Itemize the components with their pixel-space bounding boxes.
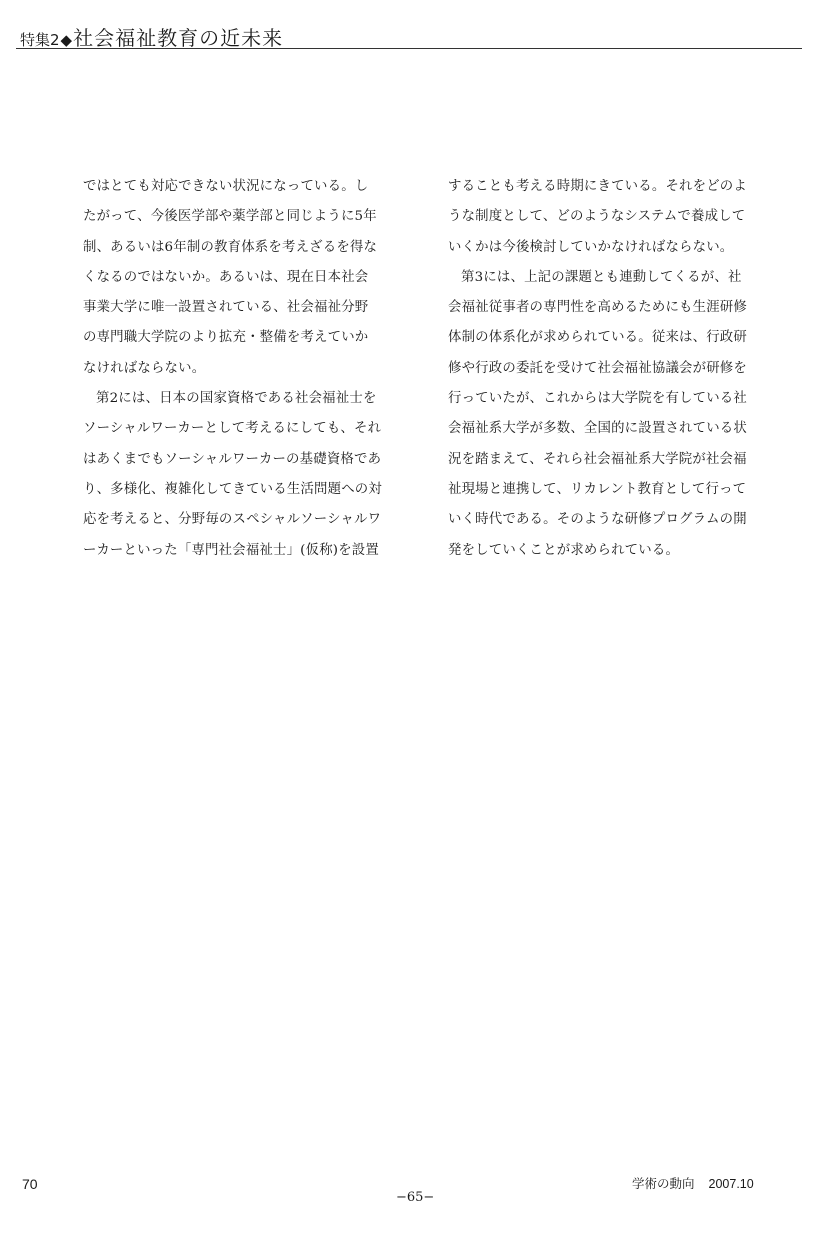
journal-name: 学術の動向	[632, 1176, 695, 1191]
folio-number: −65−	[396, 1190, 435, 1205]
text-line: くなるのではないか。あるいは、現在日本社会	[83, 269, 369, 285]
text-line: ソーシャルワーカーとして考えるにしても、それ	[83, 421, 382, 437]
paragraph-start-line: 第3には、上記の課題とも連動してくるが、社	[461, 269, 742, 285]
running-header	[20, 22, 283, 48]
text-line: 祉現場と連携して、リカレント教育として行って	[448, 481, 747, 497]
text-line: 発をしていくことが求められている。	[448, 542, 680, 558]
feature-title: 社会福祉教育の近未来	[73, 26, 284, 50]
journal-footer	[632, 1174, 754, 1192]
text-line: の専門職大学院のより拡充・整備を考えていか	[83, 330, 369, 346]
text-line: 体制の体系化が求められている。従来は、行政研	[448, 330, 747, 346]
text-line: なければならない。	[83, 360, 206, 376]
text-line: することも考える時期にきている。それをどのよ	[448, 179, 747, 194]
text-line: 応を考えると、分野毎のスペシャルソーシャルワ	[83, 512, 382, 528]
text-line: 会福祉従事者の専門性を高めるためにも生涯研修	[448, 300, 747, 316]
journal-issue: 2007.10	[708, 1177, 754, 1191]
text-line: 事業大学に唯一設置されている、社会福祉分野	[83, 300, 369, 316]
text-line: 制、あるいは6年制の教育体系を考えざるを得な	[83, 239, 378, 255]
page-number: 70	[22, 1176, 38, 1192]
feature-series-label: 特集2	[20, 31, 60, 49]
text-line: 況を踏まえて、それら社会福祉系大学院が社会福	[448, 451, 747, 467]
text-line: ではとても対応できない状況になっている。し	[83, 179, 369, 194]
text-line: たがって、今後医学部や薬学部と同じように5年	[83, 209, 377, 225]
text-line: いく時代である。そのような研修プログラムの開	[448, 512, 747, 528]
text-line: いくかは今後検討していかなければならない。	[448, 239, 734, 255]
paragraph-start-line: 第2には、日本の国家資格である社会福祉士を	[96, 391, 377, 407]
header-rule	[16, 48, 802, 49]
text-line: り、多様化、複雑化してきている生活問題への対	[83, 481, 382, 497]
text-line: うな制度として、どのようなシステムで養成して	[448, 209, 746, 225]
text-line: 修や行政の委託を受けて社会福祉協議会が研修を	[448, 360, 747, 376]
text-line: はあくまでもソーシャルワーカーの基礎資格であ	[83, 451, 382, 467]
body-column-left	[83, 172, 409, 566]
text-line: 行っていたが、これからは大学院を有している社	[448, 391, 747, 407]
text-line: 会福祉系大学が多数、全国的に設置されている状	[448, 421, 747, 437]
text-line: ーカーといった「専門社会福祉士」(仮称)を設置	[83, 542, 379, 558]
body-column-right	[448, 172, 774, 566]
diamond-icon: ◆	[60, 31, 73, 49]
